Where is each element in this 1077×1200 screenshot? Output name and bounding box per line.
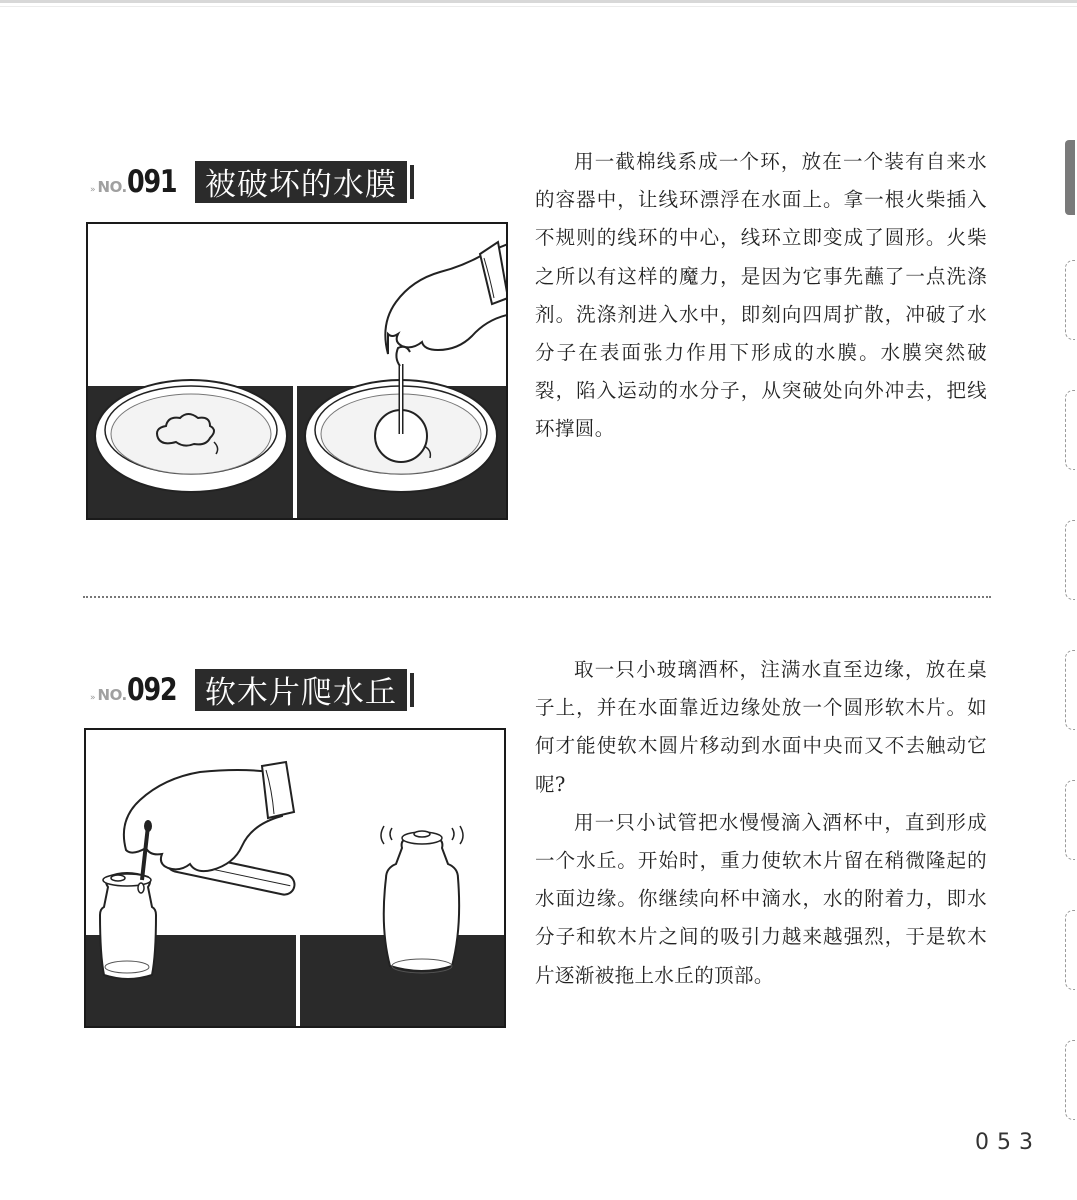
section-title: 被破坏的水膜: [195, 161, 407, 203]
cork-water-hill-drawing: [86, 730, 504, 1026]
experiment-number: 092: [126, 672, 177, 708]
side-tab-active: [1065, 140, 1075, 215]
illustration-water-film: [86, 222, 508, 520]
experiment-number-tag: [90, 672, 187, 708]
side-tab: [1065, 390, 1075, 470]
side-thumb-tabs: [1063, 140, 1077, 1140]
no-label: NO.: [97, 686, 127, 704]
side-tab: [1065, 650, 1075, 730]
paragraph: 用一只小试管把水慢慢滴入酒杯中，直到形成一个水丘。开始时，重力使软木片留在稍微隆起的水面边缘。你继续向杯中滴水，水的附着力，即水分子和软木片之间的吸引力越来越强烈，于是软木片逐渐被拖上水丘的顶部。: [535, 810, 987, 987]
side-tab: [1065, 1040, 1075, 1120]
top-edge-rule-thin: [0, 6, 1077, 7]
experiment-number-tag: [90, 164, 187, 200]
top-edge-rule: [0, 0, 1077, 3]
double-chevron-icon: »: [90, 693, 95, 703]
side-tab: [1065, 780, 1075, 860]
water-film-drawing: [88, 224, 506, 518]
page-number: 053: [975, 1130, 1041, 1155]
side-tab: [1065, 520, 1075, 600]
section-091-heading: [90, 160, 407, 204]
section-divider: [83, 596, 991, 598]
illustration-cork-water-hill: [84, 728, 506, 1028]
section-092-body: [535, 651, 987, 995]
section-title: 软木片爬水丘: [195, 669, 407, 711]
section-091-body: [535, 143, 987, 449]
section-092-heading: [90, 668, 407, 712]
double-chevron-icon: »: [90, 185, 95, 195]
paragraph: 用一截棉线系成一个环，放在一个装有自来水的容器中，让线环漂浮在水面上。拿一根火柴插入不规则的线环的中心，线环立即变成了圆形。火柴之所以有这样的魔力，是因为它事先蘸了一点洗涤剂。洗涤剂进入水中，即刻向四周扩散，冲破了水分子在表面张力作用下形成的水膜。水膜突然破裂，陷入运动的水分子，从突破处向外冲去，把线环撑圆。: [535, 150, 987, 441]
no-label: NO.: [97, 178, 127, 196]
experiment-number: 091: [126, 164, 177, 200]
paragraph: 取一只小玻璃酒杯，注满水直至边缘，放在桌子上，并在水面靠近边缘处放一个圆形软木片。如何才能使软木圆片移动到水面中央而又不去触动它呢?: [535, 658, 987, 796]
side-tab: [1065, 260, 1075, 340]
side-tab: [1065, 910, 1075, 990]
